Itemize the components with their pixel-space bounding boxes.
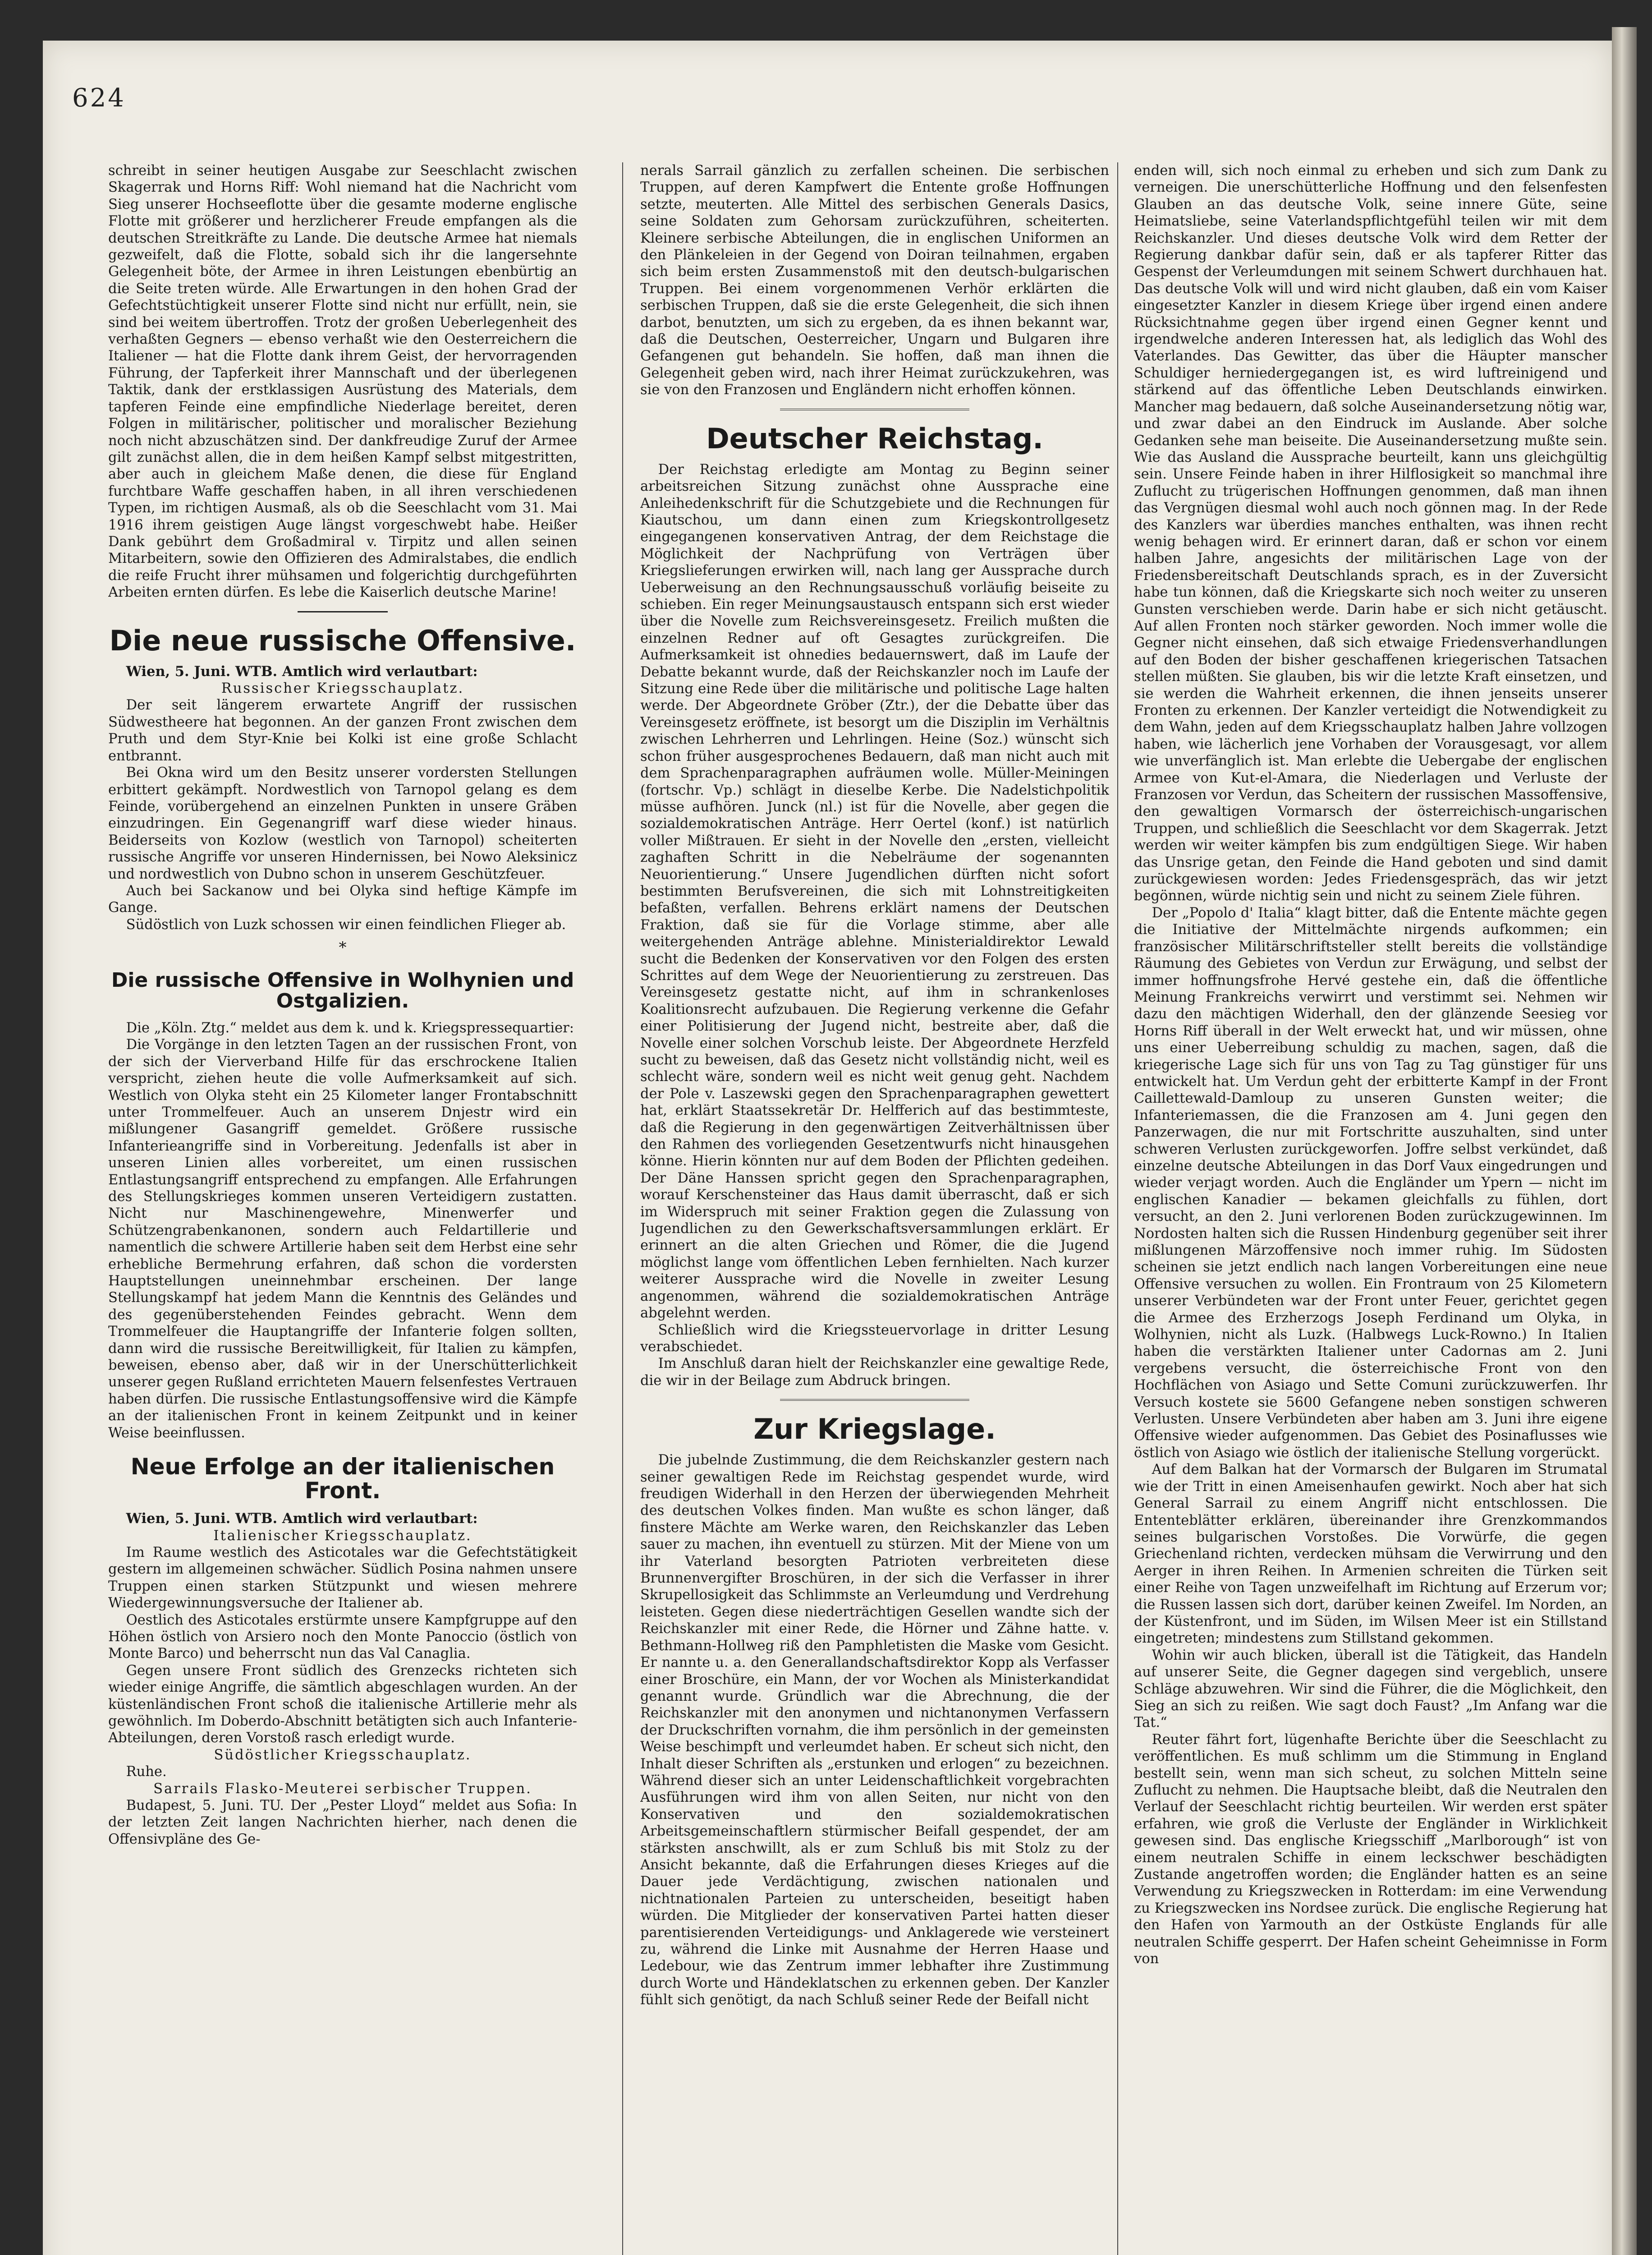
separator-rule <box>780 409 969 410</box>
headline-wolhynien: Die russische Offensive in Wolhynien und Ostgalizien. <box>111 968 574 1012</box>
page-number: 624 <box>72 83 126 113</box>
paragraph: Im Anschluß daran hielt der Reichskanzler eine gewaltige Rede, die wir in der Beilage zum Abdruck bringen. <box>640 1356 1109 1389</box>
column-1 <box>108 162 577 2255</box>
paragraph: Die jubelnde Zustimmung, die dem Reichskanzler gestern nach seiner gewaltigen Rede im Reichstag gespendet wurde, wird freudigen Widerhall in den Herzen der überwiegenden Mehrheit des deutschen Volkes finden. Man wußte es schon länger, daß finstere Mächte am Werke waren, den Reichskanzler das Leben sauer zu machen, ihn eventuell zu stürzen. Mit der Miene von um ihr Vaterland besorgten Patrioten verbreiteten diese Brunnenvergifter Broschüren, in der sich die Verfasser in ihrer Skrupellosigkeit das Schlimmste an Verleumdung und Verdrehung leisteten. Gegen diese niederträchtigen Gesellen wandte sich der Reichskanzler mit einer Rede, die Hörner und Zähne hatte. v. Bethmann-Hollweg riß den Pamphletisten die Maske vom Gesicht. Er nannte u. a. den Generallandschaftsdirektor Kopp als Verfasser einer Broschüre, ein Mann, der vor Wochen als Ministerkandidat genannt wurde. Gründlich war die Abrechnung, die der Reichskanzler mit den anonymen und nichtanonymen Verfassern der Druckschriften vornahm, die ihm persönlich in der gemeinsten Weise beschimpft und verleumdet haben. Er scheut sich nicht, den Inhalt dieser Schriften als „erstunken und erlogen“ zu bezeichnen. Während dieser sich an unter Leidenschaftlichkeit vorgebrachten Ausführungen wird ihm von allen Seiten, nur nicht von den Konservativen und den sozialdemokratischen Arbeitsgemeinschaftlern stürmischer Beifall gespendet, der am stärksten anschwillt, als er zum Schluß bis mit Stolz zu der Ansicht bekannte, daß die Erfahrungen dieses Krieges auf die Dauer jede Verdächtigung, zwischen nationalen und nichtnationalen Parteien zu unterscheiden, beseitigt haben würden. Die Mitglieder der konservativen Partei hatten dieser parentisierenden Verteidigungs- und Anklagerede wie versteinert zu, während die Linke mit Ausnahme der Herren Haase und Ledebour, wie das Zentrum immer lebhafter ihre Zustimmung durch Worte und Händeklatschen zu erkennen geben. Der Kanzler fühlt sich genötigt, da nach Schluß seiner Rede der Beifall nicht <box>640 1452 1109 2008</box>
paragraph: Die „Köln. Ztg.“ meldet aus dem k. und k. Kriegspressequartier: <box>126 1020 574 1036</box>
subheading: Italienischer Kriegsschauplatz. <box>213 1528 472 1544</box>
column-2 <box>640 162 1109 2255</box>
headline-italian-front: Neue Erfolge an der italienischen Front. <box>130 1454 555 1504</box>
article-continuation: schreibt in seiner heutigen Ausgabe zur Seeschlacht zwischen Skagerrak und Horns Riff: Wohl niemand hat die Nachricht vom Sieg unserer Hochseeflotte über die gesamte moderne englische Flotte mit größerer und herzlicherer Freude empfangen als die deutschen Streitkräfte zu Lande. Die deutsche Armee hat niemals gezweifelt, daß die Flotte, sobald sich ihr die langersehnte Gelegenheit böte, der Armee in ihren Leistungen ebenbürtig an die Seite treten würde. Alle Erwartungen in den hohen Grad der Gefechtstüchtigkeit unserer Flotte sind nicht nur erfüllt, nein, sie sind bei weitem übertroffen. Trotz der großen Ueberlegenheit des verhaßten Gegners — ebenso verhaßt wie den Oesterreichern die Italiener — hat die Flotte dank ihrem Geist, der hervorragenden Führung, der Tapferkeit ihrer Mannschaft und der überlegenen Taktik, dank der erstklassigen Ausrüstung des Materials, dem tapferen Feinde eine empfindliche Niederlage bereitet, deren Folgen in militärischer, politischer und moralischer Beziehung noch nicht abzuschätzen sind. Der dankfreudige Zuruf der Armee gilt zunächst allen, die in dem heißen Kampf selbst mitgestritten, aber auch in gleichem Maße denen, die diese für England furchtbare Waffe geschaffen haben, in all ihren verschiedenen Typen, im richtigen Ausmaß, als ob die Seeschlacht vom 31. Mai 1916 ihrem geistigen Auge längst vorgeschwebt habe. Heißer Dank gebührt dem Großadmiral v. Tirpitz und allen seinen Mitarbeitern, sowie den Offizieren des Admiralstabes, die endlich die reife Frucht ihrer mühsamen und folgerichtig durchgeführten Arbeiten ernten dürfen. Es lebe die Kaiserlich deutsche Marine! <box>108 163 577 601</box>
headline-reichstag: Deutscher Reichstag. <box>706 422 1043 455</box>
paragraph: Gegen unsere Front südlich des Grenzecks richteten sich wieder einige Angriffe, die sämtlich abgeschlagen wurden. An der küstenländischen Front schoß die italienische Artillerie mehr als gewöhnlich. Im Doberdo-Abschnitt betätigten sich auch Infanterie-Abteilungen, deren Vorstoß rasch erledigt wurde. <box>108 1662 577 1746</box>
column-3 <box>1134 162 1607 2255</box>
paragraph: Ruhe. <box>126 1764 167 1780</box>
subheading: Sarrails Flasko-Meuterei serbischer Truppen. <box>153 1781 532 1797</box>
paragraph: Südöstlich von Luzk schossen wir einen feindlichen Flieger ab. <box>126 916 566 933</box>
paragraph: enden will, sich noch einmal zu erheben und sich zum Dank zu verneigen. Die unerschütterliche Hoffnung und den felsenfesten Glauben an das deutsche Volk, seine innere Güte, seine Heimatsliebe, seine Vaterlandspflichtgefühl teilen wir mit dem Reichskanzler. Und dieses deutsche Volk wird dem Retter der Regierung dankbar dafür sein, daß er als tapferer Ritter das Gespenst der Verleumdungen mit seinem Schwert durchhauen hat. Das deutsche Volk will und wird nicht glauben, daß ein vom Kaiser eingesetzter Kanzler in diesem Kriege über irgend einen andere Rücksichtnahme gegen über irgend einen Gegner kennt und irgendwelche anderen Interessen hat, als lediglich das Wohl des Vaterlandes. Das Gewitter, das über die Häupter manscher Schuldiger herniedergegangen ist, es wird luftreinigend und stärkend auf das öffentliche Leben Deutschlands einwirken. Mancher mag bedauern, daß solche Auseinandersetzung nötig war, und zwar dabei an den Eindruck im Auslande. Aber solche Gedanken sehe man beiseite. Die Auseinandersetzung mußte sein. Wie das Ausland die Aussprache beurteilt, kann uns gleichgültig sein. Unsere Feinde haben in ihrer Hilflosigkeit so manchmal ihre Zuflucht zu trügerischen Hoffnungen genommen, daß man ihnen das Vergnügen diesmal wohl auch noch gönnen mag. In der Rede des Kanzlers war überdies manches enthalten, was ihnen recht wenig behagen wird. Er erinnert daran, daß er schon vor einem halben Jahre, angesichts der militärischen Lage von der Friedensbereitschaft Deutschlands sprach, es in der Zuversicht habe tun können, daß die Kriegskarte sich noch weiter zu unseren Gunsten verschieben werde. Darin habe er sich nicht getäuscht. Auf allen Fronten noch stärker geworden. Noch immer wolle die Gegner nicht einsehen, daß sich etwaige Friedensverhandlungen auf den Boden der bisher geschaffenen kriegerischen Tatsachen stellen müßten. Sie glauben, bis wir die letzte Kraft einsetzen, und sie werden die Wahrheit erkennen, die ihnen jenseits unserer Fronten zu erkennen. Der Kanzler verteidigt die Notwendigkeit zu dem Wahn, jeden auf dem Kriegsschauplatz halben Jahre vollzogen haben, wie lächerlich jene Vorhaben der Vorausgesagt, vor allem wie unverfänglich ist. Man erlebte die Uebergabe der englischen Armee von Kut-el-Amara, die Niederlagen und Verluste der Franzosen vor Verdun, das Scheitern der russischen Massoffensive, den gewaltigen Vormarsch der österreichisch-ungarischen Truppen, und schließlich die Seeschlacht vor dem Skagerrak. Jetzt werden wir weiter kämpfen bis zum endgültigen Siege. Wir haben das Unsrige getan, den Feinde die Hand geboten und sind damit zurückgewiesen worden: Jedes Friedensgespräch, das wir jetzt begönnen, würde nichtig sein und nicht zu seinem Ziele führen. <box>1134 163 1607 904</box>
paragraph: Die Vorgänge in den letzten Tagen an der russischen Front, von der sich der Vierverband Hilfe für das erschrockene Italien verspricht, ziehen heute die volle Aufmerksamkeit auf sich. Westlich von Olyka steht ein 25 Kilometer langer Frontabschnitt unter Trommelfeuer. Auch an unserem Dnjestr wird ein mißlungener Gasangriff gemeldet. Größere russische Infanterieangriffe sind in Vorbereitung. Jedenfalls ist aber in unseren Linien alles vorbereitet, um einen russischen Entlastungsangriff entsprechend zu empfangen. Alle Erfahrungen des Stellungskrieges kommen unseren Verteidigern zustatten. Nicht nur Maschinengewehre, Minenwerfer und Schützengrabenkanonen, sondern auch Feldartillerie und namentlich die schwere Artillerie haben seit dem Herbst eine sehr erhebliche Bermehrung erfahren, daß schon die vordersten Hauptstellungen uneinnehmbar erscheinen. Der lange Stellungskampf hat jedem Mann die Kenntnis des Geländes und des gegenüberstehenden Feindes gebracht. Wenn dem Trommelfeuer die Hauptangriffe der Infanterie folgen sollten, dann wird die russische Bereitwilligkeit, für Italien zu kämpfen, beweisen, ebenso aber, daß wir in der Unerschütterlichkeit unserer gegen Rußland errichteten Mauern felsenfestes Vertrauen haben dürfen. Die russische Entlastungsoffensive wird die Kämpfe an der italienischen Front in keinem Zeitpunkt und in keiner Weise beeinflussen. <box>108 1037 577 1441</box>
paragraph: Der „Popolo d' Italia“ klagt bitter, daß die Entente mächte gegen die Initiative der Mittelmächte nirgends aufkommen; ein französischer Militärschriftsteller stellt bereits die vollständige Räumung des Gebietes von Verdun zur Erwägung, und selbst der immer hoffnungsfrohe Hervé gestehe ein, daß die öffentliche Meinung Frankreichs verwirrt und verstimmt sei. Nehmen wir dazu den mächtigen Widerhall, den der glänzende Seesieg vor Horns Riff überall in der Welt erweckt hat, und wir müssen, ohne uns einer Ueberreibung schuldig zu machen, sagen, daß die kriegerische Lage sich für uns von Tag zu Tag günstiger für uns entwickelt hat. Um Verdun geht der erbitterte Kampf in der Front Caillettewald-Damloup zu unseren Gunsten weiter; die Infanteriemassen, die die Franzosen am 4. Juni gegen den Panzerwagen, die nur mit Fortschritte auszuhalten, sind unter schweren Verlusten zurückgeworfen. Joffre selbst verkündet, daß einzelne deutsche Abteilungen in das Dorf Vaux eingedrungen und wieder verjagt worden. Auch die Engländer um Ypern — nicht im englischen Kanadier — bekamen gleichfalls zu fühlen, dort versucht, an den 2. Juni verlorenen Boden zurückzugewinnen. Im Nordosten halten sich die Russen Hindenburg gegenüber seit ihrer mißlungenen Märzoffensive noch immer ruhig. Im Südosten scheinen sie jetzt endlich nach langen Vorbereitungen eine neue Offensive versuchen zu wollen. Ein Frontraum von 25 Kilometern unserer Verbündeten war der Front unter Feuer, gerichtet gegen die Armee des Erzherzogs Joseph Ferdinand um Olyka, in Wolhynien, nicht als Luzk. (Halbwegs Luck-Rowno.) In Italien haben die verstärkten Italiener unter Cadornas am 2. Juni vergebens versucht, die österreichische Front von den Hochflächen von Asiago und Sette Comuni zurückzuwerfen. Ihr Versuch kostete sie 5600 Gefangene neben sonstigen schweren Verlusten. Unsere Verbündeten aber haben am 3. Juni ihre eigene Offensive wieder aufgenommen. Das Gebiet des Posinaflusses wie östlich von Asiago wie östlich der italienische Stellung vorgerückt. <box>1134 905 1607 1461</box>
paragraph: Im Raume westlich des Asticotales war die Gefechtstätigkeit gestern im allgemeinen schwächer. Südlich Posina nahmen unsere Truppen einen starken Stützpunkt und wiesen mehrere Wiedergewinnungsversuche der Italiener ab. <box>108 1544 577 1611</box>
section-star: * <box>339 939 347 957</box>
paragraph: Budapest, 5. Juni. TU. Der „Pester Lloyd“ meldet aus Sofia: In der letzten Zeit langen Nachrichten hierher, nach denen die Offensivpläne des Ge- <box>108 1798 577 1847</box>
headline-kriegslage: Zur Kriegslage. <box>753 1413 996 1446</box>
subheading: Russischer Kriegsschauplatz. <box>221 681 464 697</box>
separator-rule <box>780 1399 969 1401</box>
paragraph: Schließlich wird die Kriegssteuervorlage in dritter Lesung verabschiedet. <box>640 1322 1109 1355</box>
paragraph: Auch bei Sackanow und bei Olyka sind heftige Kämpfe im Gange. <box>108 883 577 916</box>
subheading: Südöstlicher Kriegsschauplatz. <box>214 1747 472 1763</box>
paragraph: Oestlich des Asticotales erstürmte unsere Kampfgruppe auf den Höhen östlich von Arsiero noch den Monte Panoccio (östlich von Monte Barco) und beherrscht nun das Val Canaglia. <box>108 1612 577 1662</box>
article-continuation: nerals Sarrail gänzlich zu zerfallen scheinen. Die serbischen Truppen, auf deren Kampfwert die Entente große Hoffnungen setzte, meuterten. Alle Mittel des serbischen Generals Dasics, seine Soldaten zum Gehorsam zurückzuführen, scheiterten. Kleinere serbische Abteilungen, die in englischen Uniformen an den Plänkeleien in der Gegend von Doiran teilnahmen, ergaben sich beim ersten Zusammenstoß mit den deutsch-bulgarischen Truppen. Bei einem vorgenommenen Verhör erklärten die serbischen Truppen, daß sie die erste Gelegenheit, die sich ihnen darbot, benutzten, um sich zu ergeben, da es ihnen bekannt war, daß die Deutschen, Oesterreicher, Ungarn und Bulgaren ihre Gefangenen gut behandeln. Sie hoffen, daß man ihnen die Gelegenheit geben wird, nach ihrer Heimat zurückzukehren, was sie von den Franzosen und Engländern nicht erhoffen können. <box>640 163 1109 398</box>
column-divider <box>622 162 623 2255</box>
paragraph: Der Reichstag erledigte am Montag zu Beginn seiner arbeitsreichen Sitzung zunächst ohne Aussprache eine Anleihedenkschrift für die Schutzgebiete und die Rechnungen für Kiautschou, um dann einen zum Kriegskontrollgesetz eingegangenen konservativen Antrag, der dem Reichstage die Möglichkeit der Nachprüfung von Verträgen über Kriegslieferungen erwirken will, nach lang ger Aussprache durch Ueberweisung an den Rechnungsausschuß vorläufig beiseite zu schieben. Ein reger Meinungsaustausch entspann sich erst wieder über die Novelle zum Reichsvereinsgesetz. Freilich mußten die einzelnen Redner auf oft Gesagtes zurückgreifen. Die Aufmerksamkeit ist ohnedies bedauernswert, daß im Laufe der Debatte bekannt wurde, daß der Reichskanzler noch im Laufe der Sitzung eine Rede über die militärische und politische Lage halten werde. Der Abgeordnete Gröber (Ztr.), der die Debatte über das Vereinsgesetz eröffnete, ist besorgt um die Disziplin im Verhältnis zwischen Lehrherren und Lehrlingen. Heine (Soz.) wünscht sich schon früher ausgesprochenes Bedauern, daß man nicht auch mit dem Sprachenparagraphen aufräumen wolle. Müller-Meiningen (fortschr. Vp.) schlägt in dieselbe Kerbe. Die Nadelstichpolitik müsse aufhören. Junck (nl.) ist für die Novelle, aber gegen die sozialdemokratischen Anträge. Herr Oertel (konf.) ist natürlich voller Mißtrauen. Er sieht in der Novelle den „ersten, vielleicht zaghaften Schritt in die Nebelräume der sogenannten Neuorientierung.“ Unsere Jugendlichen dürften nicht sofort bestimmten Berufsvereinen, die sich mit Lohnstreitigkeiten befaßten, verfallen. Behrens erklärt namens der Deutschen Fraktion, daß sie für die Vorlage stimme, aber alle weitergehenden Anträge ablehne. Ministerialdirektor Lewald sucht die Bedenken der Konservativen vor den Folgen des ersten Schrittes auf dem Wege der Neuorientierung zu zerstreuen. Das Vereinsgesetz gestatte nicht, auf ihm in schrankenloses Koalitionsrecht aufzubauen. Die Regierung verkenne die Gefahr einer Politisierung der Jugend nicht, bestreite aber, daß die Novelle einer solchen Vorschub leiste. Der Abgeordnete Herzfeld sucht zu beweisen, daß das Gesetz nicht vollständig nicht, weil es schlecht wäre, sondern weil es nicht weit genug geht. Nachdem der Pole v. Laszewski gegen den Sprachenparagraphen gewettert hat, erklärt Staatssekretär Dr. Helfferich auf das bestimmteste, daß die Regierung in den gegenwärtigen Zeitverhältnissen über den Rahmen des vorliegenden Gesetzentwurfs nicht hinausgehen könne. Hierin könnten nur auf dem Boden der Pflichten gedeihen. Der Däne Hanssen spricht gegen den Sprachenparagraphen, worauf Kerschensteiner das Haus damit überrascht, daß er sich im Widerspruch mit seiner Fraktion gegen die Zulassung von Jugendlichen zu den Gewerkschaftsversammlungen erklärt. Er erinnert an die alten Griechen und Römer, die die Jugend möglichst lange vom öffentlichen Leben fernhielten. Nach kurzer weiterer Aussprache wird die Novelle in zweiter Lesung angenommen, während die sozialdemokratischen Anträge abgelehnt werden. <box>640 461 1109 1321</box>
dateline: Wien, 5. Juni. WTB. Amtlich wird verlautbart: <box>126 663 478 680</box>
column-divider <box>1117 162 1118 2255</box>
headline-russian-offensive: Die neue russische Offensive. <box>109 624 576 657</box>
paragraph: Wohin wir auch blicken, überall ist die Tätigkeit, das Handeln auf unserer Seite, die Gegner dagegen sind vergeblich, unsere Schläge abzuwehren. Wir sind die Führer, die die Möglichkeit, den Sieg an sich zu reißen. Wie sagt doch Faust? „Im Anfang war die Tat.“ <box>1134 1647 1607 1731</box>
separator-rule <box>298 611 388 612</box>
paragraph: Auf dem Balkan hat der Vormarsch der Bulgaren im Strumatal wie der Tritt in einen Ameisenhaufen gewirkt. Noch aber hat sich General Sarrail zu einem Angriff nicht entschlossen. Die Ententeblätter erklären, übereinander ihre Grenzkommandos seines bulgarischen Vorstoßes. Die Vorwürfe, die gegen Griechenland richten, verdecken mühsam die Verwirrung und den Aerger in ihren Reihen. In Armenien schreiten die Türken seit einer Reihe von Tagen unzweifelhaft im Richtung auf Erzerum vor; die Russen lassen sich dort, darüber keinen Zweifel. Im Norden, an der Küstenfront, und im Süden, im Wilsen Meer ist ein Stillstand eingetreten; mindestens zum Stillstand gekommen. <box>1134 1462 1607 1647</box>
page-edge <box>1612 27 1637 2255</box>
paragraph: Reuter fährt fort, lügenhafte Berichte über die Seeschlacht zu veröffentlichen. Es muß schlimm um die Stimmung in England bestellt sein, wenn man sich scheut, zu solchen Mitteln seine Zuflucht zu nehmen. Die Hauptsache bleibt, daß die Neutralen den Verlauf der Seeschlacht richtig beurteilen. Wir werden erst später erfahren, wie groß die Verluste der Engländer in Wirklichkeit gewesen sind. Das englische Kriegsschiff „Marlborough“ ist von einem neutralen Schiffe in einem leckschwer beschädigten Zustande angetroffen worden; die Engländer hatten es an seine Verwendung zu Kriegszwecken in Rotterdam: im eine Verwendung zu Kriegszwecken ins Nordsee zurück. Die englische Regierung hat den Hafen von Yarmouth an der Ostküste Englands für alle neutralen Schiffe gesperrt. Der Hafen scheint Geheimnisse in Form von <box>1134 1731 1607 1967</box>
dateline: Wien, 5. Juni. WTB. Amtlich wird verlautbart: <box>126 1510 478 1527</box>
paragraph: Der seit längerem erwartete Angriff der russischen Südwestheere hat begonnen. An der ganzen Front zwischen dem Pruth und dem Styr-Knie bei Kolki ist eine große Schlacht entbrannt. <box>108 697 577 764</box>
paragraph: Bei Okna wird um den Besitz unserer vordersten Stellungen erbittert gekämpft. Nordwestlich von Tarnopol gelang es dem Feinde, vorübergehend an einzelnen Punkten in unsere Gräben einzudringen. Ein Gegenangriff warf diese wieder hinaus. Beiderseits von Kozlow (westlich von Tarnopol) scheiterten russische Angriffe vor unseren Hindernissen, bei Nowo Aleksinicz und nordwestlich von Dubno schon in unserem Geschützfeuer. <box>108 765 577 882</box>
